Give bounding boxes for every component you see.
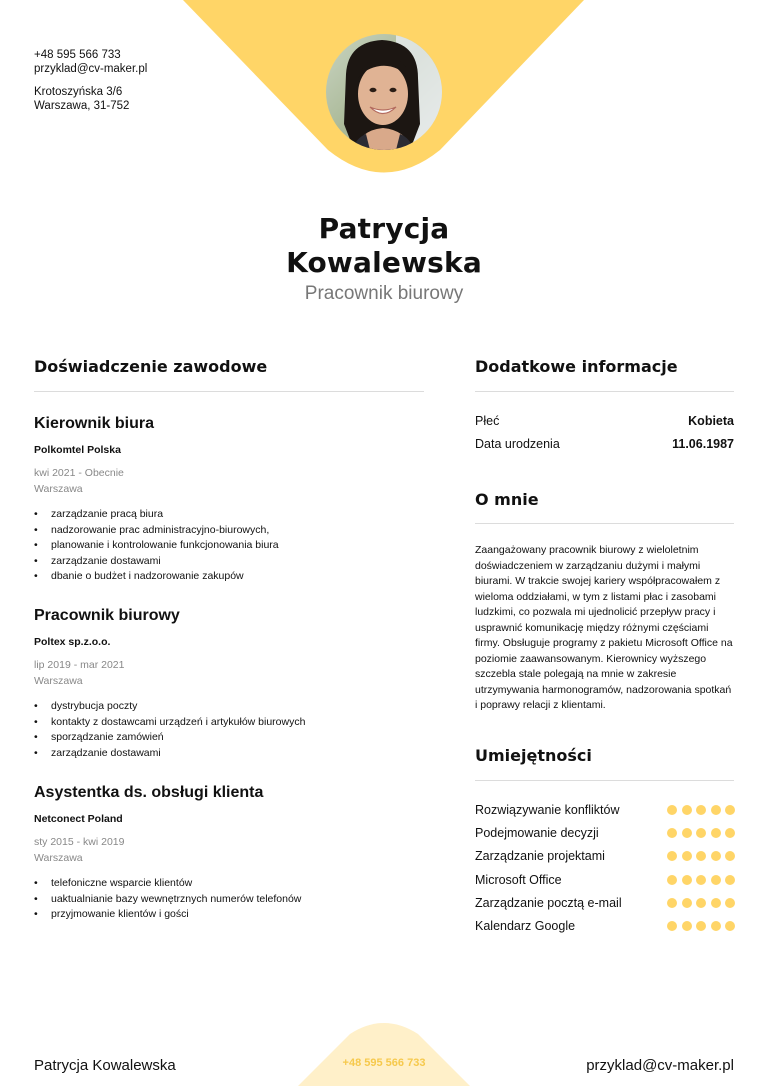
skill-level-dot: [725, 828, 735, 838]
job-title: Kierownik biura: [34, 415, 155, 432]
job-title: Pracownik biurowy: [34, 607, 180, 624]
skill-level-dots: [667, 898, 735, 908]
duty-item: • dbanie o budżet i nadzorowanie zakupów: [34, 569, 424, 585]
skill-level-dot: [696, 828, 706, 838]
additional-info-divider: [475, 391, 734, 392]
skill-level-dot: [682, 805, 692, 815]
about-divider: [475, 523, 734, 524]
skill-row: [475, 873, 735, 887]
experience-divider: [34, 391, 424, 392]
skill-row: [475, 849, 735, 863]
last-name: Kowalewska: [286, 246, 482, 279]
skill-row: [475, 919, 735, 933]
info-value: 11.06.1987: [672, 437, 734, 451]
job-duties: [34, 699, 424, 761]
skill-level-dot: [711, 898, 721, 908]
skill-name: Podejmowanie decyzji: [475, 826, 599, 841]
contact-street: Krotoszyńska 3/6: [34, 86, 123, 98]
info-row-gender: [475, 414, 734, 428]
footer-phone: +48 595 566 733: [342, 1057, 426, 1069]
skill-level-dot: [725, 921, 735, 931]
skill-level-dot: [711, 851, 721, 861]
skill-level-dot: [667, 805, 677, 815]
skill-level-dot: [725, 898, 735, 908]
job-duties: [34, 507, 424, 585]
skill-name: Microsoft Office: [475, 872, 562, 887]
job-title-subtitle: Pracownik biurowy: [304, 283, 464, 304]
about-text: Zaangażowany pracownik biurowy z wieloletnim doświadczeniem w zarządzaniu dużymi i małymi biurami. W trakcie swojej kariery współpracowałem z wieloma oddziałami, w tym z listami płac i zasobami ludzkimi, co pozwala mi ujednolicić przepływ pracy i usprawnić komunikację między różnymi częściami firmy. Obsługuje programy z pakietu Microsoft Office na poziomie zaawansowanym. Kierownicy wyższego szczebla stale polegają na mnie w zakresie utrzymywania harmonogramów, nadzorowania spotkań i poprawy relacji z klientami.: [475, 544, 733, 711]
skill-level-dots: [667, 851, 735, 861]
duty-item: • zarządzanie dostawami: [34, 554, 424, 570]
skill-level-dot: [711, 921, 721, 931]
experience-heading: Doświadczenie zawodowe: [34, 357, 268, 376]
profile-photo: [326, 34, 442, 150]
skill-level-dots: [667, 875, 735, 885]
skill-level-dot: [696, 921, 706, 931]
skills-heading: Umiejętności: [475, 746, 592, 765]
skills-divider: [475, 780, 734, 781]
duty-item: • kontakty z dostawcami urządzeń i artykułów biurowych: [34, 715, 424, 731]
skill-level-dot: [682, 828, 692, 838]
skill-level-dot: [725, 805, 735, 815]
skill-row: [475, 896, 735, 910]
job-city: Warszawa: [34, 851, 83, 864]
duty-item: • sporządzanie zamówień: [34, 730, 424, 746]
skill-level-dot: [682, 851, 692, 861]
skill-level-dots: [667, 828, 735, 838]
skill-row: [475, 826, 735, 840]
job-entry: [34, 415, 424, 585]
skill-row: [475, 803, 735, 817]
contact-city: Warszawa, 31-752: [34, 100, 130, 112]
first-name: Patrycja: [318, 212, 450, 245]
job-entry: [34, 784, 424, 923]
skill-level-dot: [711, 828, 721, 838]
skill-level-dot: [667, 898, 677, 908]
skill-level-dots: [667, 921, 735, 931]
about-heading: O mnie: [475, 490, 539, 509]
skill-name: Zarządzanie pocztą e-mail: [475, 895, 622, 910]
contact-block: [34, 48, 147, 113]
duty-item: • uaktualnianie bazy wewnętrznych numerów telefonów: [34, 892, 424, 908]
job-dates: sty 2015 - kwi 2019: [34, 836, 125, 848]
skill-name: Zarządzanie projektami: [475, 849, 605, 864]
info-label: Data urodzenia: [475, 437, 560, 451]
skill-level-dot: [667, 921, 677, 931]
footer-email: przyklad@cv-maker.pl: [586, 1057, 734, 1074]
job-dates: kwi 2021 - Obecnie: [34, 467, 124, 479]
duty-item: • zarządzanie pracą biura: [34, 507, 424, 523]
job-title: Asystentka ds. obsługi klienta: [34, 784, 264, 801]
info-label: Płeć: [475, 414, 500, 428]
skill-name: Kalendarz Google: [475, 919, 576, 933]
skill-level-dot: [711, 875, 721, 885]
contact-phone: +48 595 566 733: [34, 49, 121, 61]
skill-level-dot: [696, 851, 706, 861]
skill-level-dot: [667, 875, 677, 885]
job-city: Warszawa: [34, 482, 83, 495]
duty-item: • nadzorowanie prac administracyjno-biurowych,: [34, 523, 424, 539]
skill-level-dot: [696, 875, 706, 885]
duty-item: • telefoniczne wsparcie klientów: [34, 876, 424, 892]
skill-level-dot: [682, 875, 692, 885]
duty-item: • planowanie i kontrolowanie funkcjonowania biura: [34, 538, 424, 554]
skill-level-dot: [711, 805, 721, 815]
skill-level-dots: [667, 805, 735, 815]
info-value: Kobieta: [688, 414, 734, 428]
full-name: [0, 212, 768, 280]
skill-level-dot: [667, 828, 677, 838]
duty-item: • zarządzanie dostawami: [34, 746, 424, 762]
footer-name: Patrycja Kowalewska: [34, 1057, 176, 1074]
job-duties: [34, 876, 424, 923]
skill-level-dot: [682, 898, 692, 908]
contact-email: przyklad@cv-maker.pl: [34, 63, 148, 75]
info-row-birthdate: [475, 437, 734, 451]
skill-level-dot: [667, 851, 677, 861]
footer-decoration: [0, 1020, 768, 1086]
job-dates: lip 2019 - mar 2021: [34, 659, 125, 671]
job-city: Warszawa: [34, 674, 83, 687]
additional-info-heading: Dodatkowe informacje: [475, 357, 678, 376]
job-company: Netconect Poland: [34, 813, 123, 825]
skill-level-dot: [682, 921, 692, 931]
skill-name: Rozwiązywanie konfliktów: [475, 803, 620, 817]
skill-level-dot: [696, 898, 706, 908]
duty-item: • dystrybucja poczty: [34, 699, 424, 715]
skill-level-dot: [725, 851, 735, 861]
skill-level-dot: [696, 805, 706, 815]
job-company: Poltex sp.z.o.o.: [34, 636, 111, 648]
job-entry: [34, 607, 424, 761]
skill-level-dot: [725, 875, 735, 885]
duty-item: • przyjmowanie klientów i gości: [34, 907, 424, 923]
job-company: Polkomtel Polska: [34, 444, 121, 456]
